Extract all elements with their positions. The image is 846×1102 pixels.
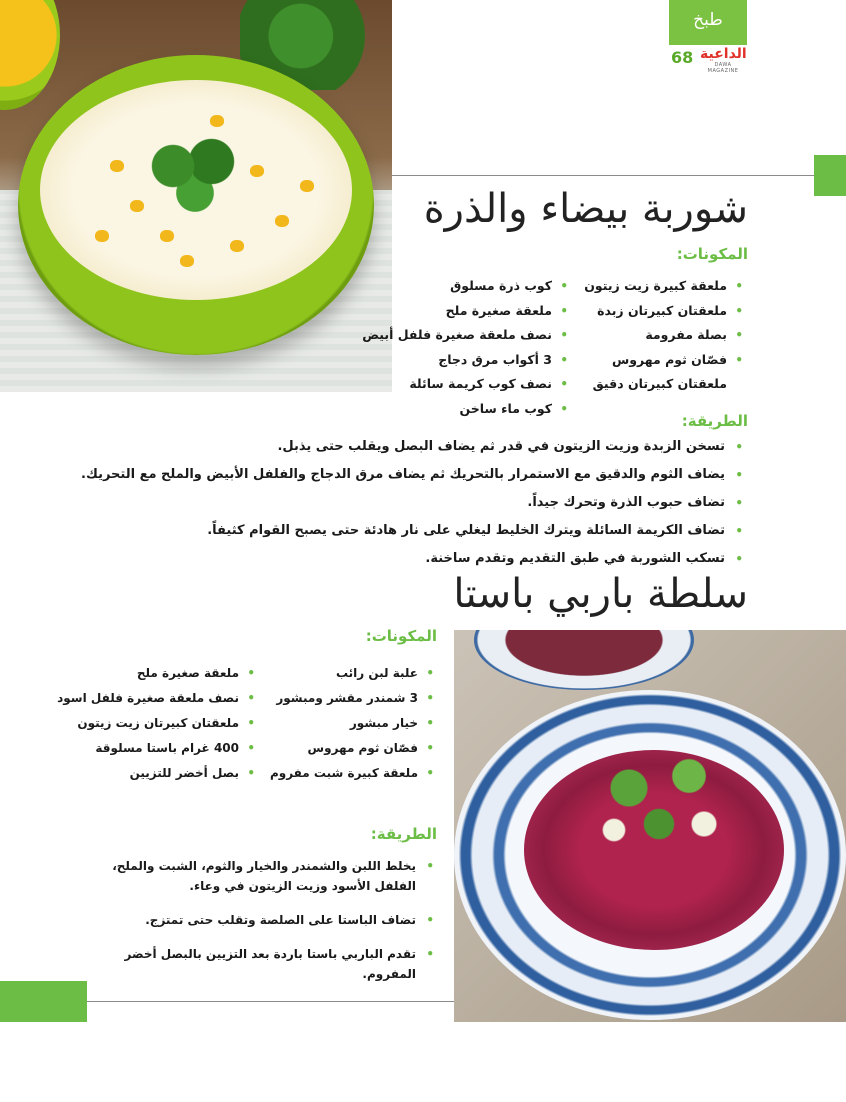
list-item: • 3 شمندر مقشر ومبشور <box>276 691 434 705</box>
green-accent-block <box>814 155 846 196</box>
divider-line <box>392 175 814 176</box>
ingredients-list <box>584 276 743 399</box>
recipe-title: شوربة بيضاء والذرة <box>423 186 748 232</box>
list-item: • ملعقتان كبيرتان زيت زيتون <box>77 716 255 730</box>
list-item: • ملعقة صغيرة ملح <box>445 302 568 318</box>
list-item: • ملعقة كبيرة شبت مفروم <box>269 766 434 780</box>
parsley-garnish <box>140 130 250 220</box>
list-item: • بصلة مفرومة <box>645 327 743 342</box>
divider-line <box>87 1001 454 1002</box>
list-item: • خيار مبشور <box>349 716 434 730</box>
ingredients-heading: المكونات: <box>365 627 437 645</box>
list-item: • تضاف حبوب الذرة وتحرك جيداً. <box>527 495 743 510</box>
method-list <box>81 436 743 576</box>
list-item: • نصف ملعقة صغيرة فلفل اسود <box>57 691 255 705</box>
list-item: • كوب ماء ساخن <box>459 400 568 416</box>
magazine-logo-subtitle: DAWA MAGAZINE <box>707 62 739 74</box>
ingredients-list <box>57 663 255 788</box>
list-item: • ملعقة صغيرة ملح <box>136 666 255 680</box>
method-heading: الطريقة: <box>370 825 437 843</box>
recipe-title: سلطة باربي باستا <box>453 571 748 617</box>
list-item: • تضاف الباستا على الصلصة وتقلب حتى تمتزج. <box>145 913 434 927</box>
background-bowl <box>474 630 694 690</box>
method-list <box>104 856 434 998</box>
magazine-logo: الداعية <box>700 46 747 62</box>
list-item: • يضاف الثوم والدقيق مع الاستمرار بالتحريك ثم يضاف مرق الدجاج والفلفل الأبيض والملح مع التحريك. <box>81 467 743 482</box>
green-accent-block <box>0 981 87 1022</box>
list-item: • علبة لبن رائب <box>335 666 434 680</box>
list-item: • ملعقتان كبيرتان زبدة <box>597 302 743 318</box>
list-item: • فصّان ثوم مهروس <box>611 351 743 367</box>
list-item: • كوب ذرة مسلوق <box>450 278 568 293</box>
section-tab: طبخ <box>669 0 747 45</box>
method-heading: الطريقة: <box>681 412 748 430</box>
ingredients-list <box>270 663 434 788</box>
list-item: • بصل أخضر للتزيين <box>129 766 255 780</box>
dill-garnish <box>584 740 734 860</box>
page-number: 68 <box>671 48 694 67</box>
list-item: • تضاف الكريمة السائلة ويترك الخليط ليغلي على نار هادئة حتى يصبح القوام كثيفاً. <box>207 523 743 538</box>
list-item: • ملعقة كبيرة زيت زيتون <box>584 278 743 293</box>
corn-soup-photo <box>0 0 392 392</box>
list-item: • فصّان ثوم مهروس <box>307 741 434 755</box>
list-item: • نصف ملعقة صغيرة فلفل أبيض <box>362 327 568 342</box>
ingredients-heading: المكونات: <box>676 245 748 263</box>
list-item: • تقدم الباربي باستا باردة بعد التزيين بالبصل أخضر المفروم. <box>124 947 434 981</box>
list-item: • تسكب الشوربة في طبق التقديم وتقدم ساخنة. <box>425 551 743 566</box>
list-item: • تسخن الزبدة وزيت الزيتون في قدر ثم يضاف البصل ويقلب حتى يذبل. <box>277 439 743 454</box>
list-item: • 400 غرام باستا مسلوقة <box>95 741 255 755</box>
list-item: ملعقتان كبيرتان دقيق <box>592 376 727 391</box>
list-item: • 3 أكواب مرق دجاج <box>438 351 568 367</box>
barbie-pasta-photo <box>454 630 846 1022</box>
ingredients-list <box>362 276 568 423</box>
list-item: • يخلط اللبن والشمندر والخيار والثوم، الشبت والملح، الفلفل الأسود وزيت الزيتون في وعاء. <box>112 859 434 893</box>
list-item: • نصف كوب كريمة سائلة <box>409 376 568 391</box>
corn-bowl <box>0 0 60 110</box>
